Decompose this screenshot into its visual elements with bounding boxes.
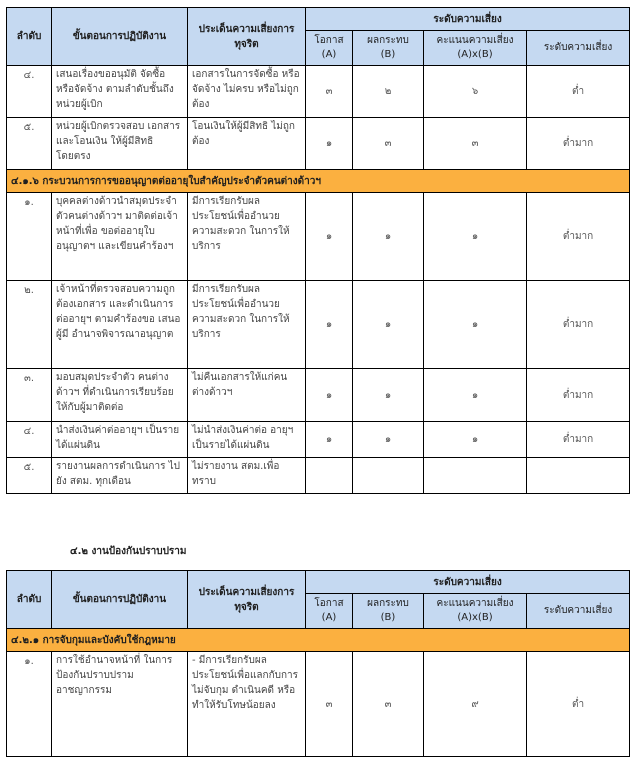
- row-step: นำส่งเงินค่าต่ออายุฯ เป็นรายได้แผ่นดิน: [52, 422, 188, 458]
- row-level: [527, 458, 630, 494]
- row-impact: ๑: [353, 281, 424, 369]
- row-likelihood: ๑: [306, 193, 353, 281]
- row-step: รายงานผลการดำเนินการ ไปยัง สตม. ทุกเดือน: [52, 458, 188, 494]
- row-level: ต่ำ: [527, 652, 630, 757]
- table-row: [7, 369, 630, 422]
- row-score: ๓: [424, 118, 527, 170]
- row-likelihood: ๓: [306, 66, 353, 118]
- row-risk: เอกสารในการจัดซื้อ หรือจัดจ้าง ไม่ครบ หรือไม่ถูกต้อง: [188, 66, 306, 118]
- row-number: ๒.: [7, 281, 52, 369]
- table-row: [7, 281, 630, 369]
- table-row: [7, 118, 630, 170]
- row-likelihood: ๓: [306, 652, 353, 757]
- row-number: ๓.: [7, 369, 52, 422]
- row-number: ๔.: [7, 422, 52, 458]
- header-level: ระดับความเสี่ยง: [527, 31, 630, 66]
- row-level: ต่ำมาก: [527, 369, 630, 422]
- row-risk: มีการเรียกรับผลประโยชน์เพื่ออำนวยความสะดวก ในการให้บริการ: [188, 193, 306, 281]
- header-risk-level-group: ระดับความเสี่ยง: [306, 8, 630, 31]
- row-likelihood: [306, 458, 353, 494]
- row-risk: - มีการเรียกรับผลประโยชน์เพื่อแลกกับการไม่จับกุม ดำเนินคดี หรือทำให้รับโทษน้อยลง: [188, 652, 306, 757]
- header-score: คะแนนความเสี่ยง (A)x(B): [424, 31, 527, 66]
- header-order: ลำดับ: [7, 571, 52, 629]
- row-number: ๔.: [7, 66, 52, 118]
- row-level: ต่ำ: [527, 66, 630, 118]
- row-step: เสนอเรื่องขออนุมัติ จัดซื้อ หรือจัดจ้าง ตามลำดับชั้นถึงหน่วยผู้เบิก: [52, 66, 188, 118]
- row-level: ต่ำมาก: [527, 193, 630, 281]
- section-title: ๔.๑.๖ กระบวนการการขออนุญาตต่ออายุใบสำคัญประจำตัวคนต่างด้าวฯ: [7, 170, 630, 193]
- table-row: [7, 458, 630, 494]
- row-number: ๕.: [7, 118, 52, 170]
- table-row: [7, 66, 630, 118]
- row-risk: ไม่รายงาน สตม.เพื่อทราบ: [188, 458, 306, 494]
- row-score: ๑: [424, 193, 527, 281]
- row-impact: [353, 458, 424, 494]
- header-likelihood: โอกาส (A): [306, 594, 353, 629]
- row-risk: ไม่นำส่งเงินค่าต่อ อายุฯ เป็นรายได้แผ่นดิน: [188, 422, 306, 458]
- row-step: บุคคลต่างด้าวนำสมุดประจำตัวคนต่างด้าวฯ มาติดต่อเจ้าหน้าที่เพื่อ ขอต่ออายุใบอนุญาตฯ และเขียนคำร้องฯ: [52, 193, 188, 281]
- row-impact: ๒: [353, 66, 424, 118]
- row-likelihood: ๑: [306, 118, 353, 170]
- header-steps: ขั้นตอนการปฏิบัติงาน: [52, 8, 188, 66]
- row-step: มอบสมุดประจำตัว คนต่างด้าวฯ ที่ดำเนินการเรียบร้อยให้กับผู้มาติดต่อ: [52, 369, 188, 422]
- risk-table-4-2: [6, 570, 630, 757]
- row-number: ๕.: [7, 458, 52, 494]
- header-impact: ผลกระทบ (B): [353, 594, 424, 629]
- row-risk: โอนเงินให้ผู้มีสิทธิ ไม่ถูกต้อง: [188, 118, 306, 170]
- section-title: ๔.๒.๑ การจับกุมและบังคับใช้กฎหมาย: [7, 629, 630, 652]
- table-row: [7, 193, 630, 281]
- header-score: คะแนนความเสี่ยง (A)x(B): [424, 594, 527, 629]
- section-heading: ๔.๒ งานป้องกันปราบปราม: [70, 546, 187, 557]
- row-score: ๖: [424, 66, 527, 118]
- row-score: ๑: [424, 422, 527, 458]
- row-number: ๑.: [7, 193, 52, 281]
- risk-table-4-1: [6, 7, 630, 494]
- header-risk-issue: ประเด็นความเสี่ยงการทุจริต: [188, 8, 306, 66]
- header-level: ระดับความเสี่ยง: [527, 594, 630, 629]
- row-level: ต่ำมาก: [527, 118, 630, 170]
- section-row: [7, 170, 630, 193]
- header-order: ลำดับ: [7, 8, 52, 66]
- row-step: การใช้อำนาจหน้าที่ ในการป้องกันปราบปราม อาชญากรรม: [52, 652, 188, 757]
- row-impact: ๓: [353, 118, 424, 170]
- row-likelihood: ๑: [306, 369, 353, 422]
- row-risk: มีการเรียกรับผลประโยชน์เพื่ออำนวยความสะดวก ในการให้บริการ: [188, 281, 306, 369]
- row-level: ต่ำมาก: [527, 281, 630, 369]
- row-score: ๑: [424, 369, 527, 422]
- row-score: ๙: [424, 652, 527, 757]
- header-impact: ผลกระทบ (B): [353, 31, 424, 66]
- row-step: หน่วยผู้เบิกตรวจสอบ เอกสารและโอนเงิน ให้ผู้มีสิทธิโดยตรง: [52, 118, 188, 170]
- row-number: ๑.: [7, 652, 52, 757]
- row-impact: ๑: [353, 369, 424, 422]
- row-score: [424, 458, 527, 494]
- header-risk-level-group: ระดับความเสี่ยง: [306, 571, 630, 594]
- section-row: [7, 629, 630, 652]
- row-step: เจ้าหน้าที่ตรวจสอบความถูกต้องเอกสาร และดำเนินการต่ออายุฯ ตามคำร้องขอ เสนอผู้มี อำนาจพิจารณาอนุญาต: [52, 281, 188, 369]
- header-likelihood: โอกาส (A): [306, 31, 353, 66]
- row-score: ๑: [424, 281, 527, 369]
- table-row: [7, 422, 630, 458]
- row-level: ต่ำมาก: [527, 422, 630, 458]
- row-likelihood: ๑: [306, 281, 353, 369]
- row-risk: ไม่คืนเอกสารให้แก่คนต่างด้าวฯ: [188, 369, 306, 422]
- row-impact: ๑: [353, 193, 424, 281]
- row-impact: ๓: [353, 652, 424, 757]
- row-impact: ๑: [353, 422, 424, 458]
- header-steps: ขั้นตอนการปฏิบัติงาน: [52, 571, 188, 629]
- header-risk-issue: ประเด็นความเสี่ยงการทุจริต: [188, 571, 306, 629]
- table-row: [7, 652, 630, 757]
- row-likelihood: ๑: [306, 422, 353, 458]
